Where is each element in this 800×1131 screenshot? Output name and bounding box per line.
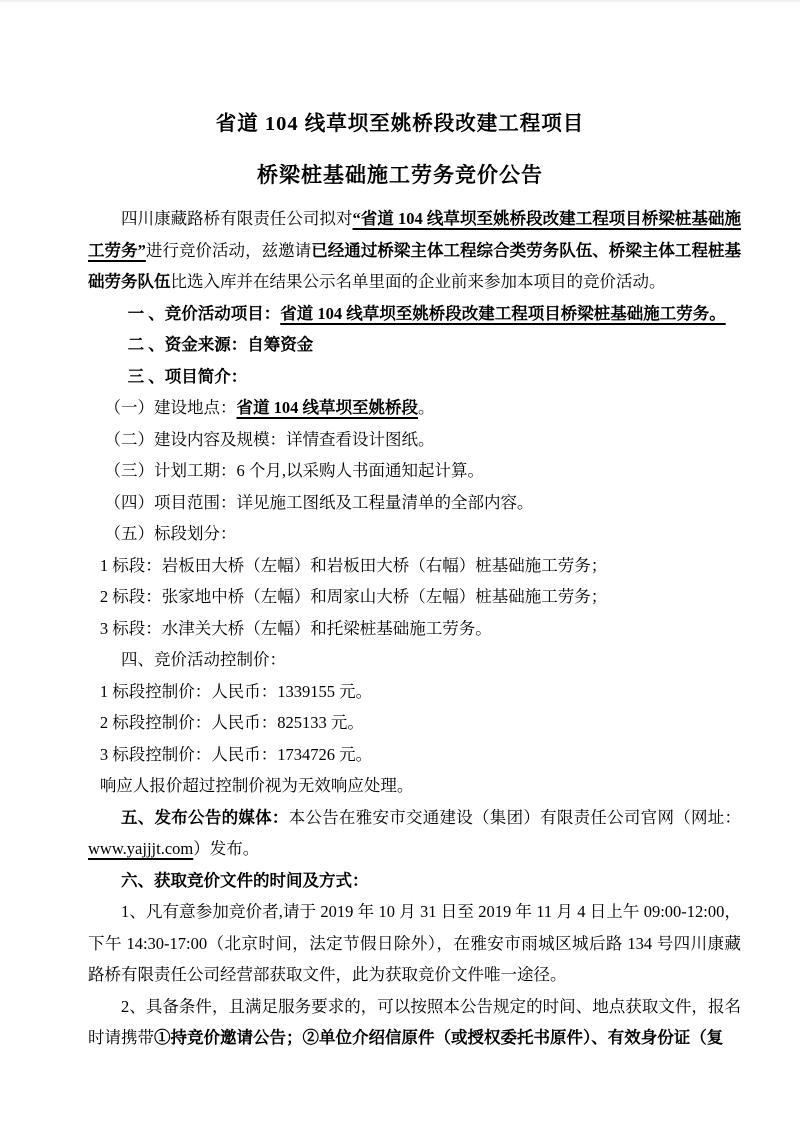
section-5-announcement-media <box>88 802 741 865</box>
section-6-document-acquisition <box>88 865 741 897</box>
section-3-project-overview <box>88 361 741 393</box>
website-url: www.yajjjt.com <box>88 839 194 858</box>
sub-2-scope: （二）建设内容及规模：详情查看设计图纸。 <box>104 429 435 449</box>
control-price-3: 3 标段控制价：人民币：1734726 元。 <box>99 744 373 764</box>
sub-1-label: （一）建设地点： <box>104 398 237 417</box>
section-6-2-text: 2、具备条件，且满足服务要求的，可以按照本公告规定的时间、地点获取文件，报名时请携带 <box>88 996 741 1047</box>
section-3-label: 三 、项目简介： <box>127 366 248 386</box>
section-2-label: 二 、资金来源： <box>127 335 248 354</box>
section-6-paragraph-1: 1、凡有意参加竞价者,请于 2019 年 10 月 31 日至 2019 年 11 月 4 日上午 09:00-12:00，下午 14:30-17:00（北京时间，法定节假日除外），在雅安市雨城区城后路 134 号四川康藏路桥有限责任公司经营部获取文件，此为获取竞价文件唯一途径。 <box>88 902 741 984</box>
section-2-value: 自筹资金 <box>247 335 314 354</box>
doc-title-line-2: 桥梁桩基础施工劳务竞价公告 <box>257 163 543 187</box>
section-5-label: 五、发布公告的媒体： <box>121 807 289 827</box>
sub-1-location <box>88 392 741 424</box>
control-price-1: 1 标段控制价：人民币：1339155 元。 <box>99 681 373 701</box>
intro-text: 进行竞价活动，兹邀请 <box>145 240 312 260</box>
sub-5-lot-division: （五）标段划分： <box>104 524 237 543</box>
lot-2: 2 标段：张家地中桥（左幅）和周家山大桥（左幅）桩基础施工劳务； <box>99 587 608 606</box>
section-1-bid-project <box>88 298 741 330</box>
section-5-text-tail: ）发布。 <box>193 839 260 858</box>
intro-qualified-teams: 已经通过桥梁主体工程综合类劳务队伍、桥梁主体工程桩基础劳务队伍 <box>88 240 742 291</box>
section-1-label: 一 、竞价活动项目： <box>127 303 281 323</box>
doc-header <box>0 2 800 189</box>
doc-body <box>0 203 800 1054</box>
sub-3-schedule: （三）计划工期：6 个月,以采购人书面通知起计算。 <box>104 461 484 480</box>
sub-1-value: 省道 104 线草坝至姚桥段 <box>236 398 418 417</box>
doc-title-line-1: 省道 104 线草坝至姚桥段改建工程项目 <box>215 113 585 135</box>
intro-text: 比选入库并在结果公示名单里面的企业前来参加本项目的竞价活动。 <box>170 272 666 291</box>
section-6-2-required-documents: ①持竞价邀请公告；②单位介绍信原件（或授权委托书原件）、有效身份证（复 <box>154 1028 724 1047</box>
control-price-2: 2 标段控制价：人民币：825133 元。 <box>99 713 364 732</box>
intro-paragraph <box>88 203 741 298</box>
section-4-control-price: 四、竞价活动控制价： <box>121 650 286 669</box>
lot-3: 3 标段：水津关大桥（左幅）和托梁桩基础施工劳务。 <box>99 618 492 638</box>
control-price-note: 响应人报价超过控制价视为无效响应处理。 <box>99 776 414 795</box>
section-6-label: 六、获取竞价文件的时间及方式： <box>121 870 369 890</box>
section-2-funding-source <box>88 329 741 361</box>
section-1-value: 省道 104 线草坝至姚桥段改建工程项目桥梁桩基础施工劳务。 <box>280 303 726 323</box>
intro-text: 四川康藏路桥有限责任公司拟对 <box>121 209 353 228</box>
intro-project-name: “省道 104 线草坝至姚桥段改建工程项目桥梁桩基础施工劳务” <box>88 209 742 260</box>
sub-4-range: （四）项目范围：详见施工图纸及工程量清单的全部内容。 <box>104 492 534 512</box>
section-6-paragraph-2 <box>88 991 741 1054</box>
sub-1-tail: 。 <box>418 398 435 417</box>
lot-1: 1 标段：岩板田大桥（左幅）和岩板田大桥（右幅）桩基础施工劳务； <box>99 555 608 575</box>
section-5-text: 本公告在雅安市交通建设（集团）有限责任公司官网（网址： <box>288 807 742 827</box>
